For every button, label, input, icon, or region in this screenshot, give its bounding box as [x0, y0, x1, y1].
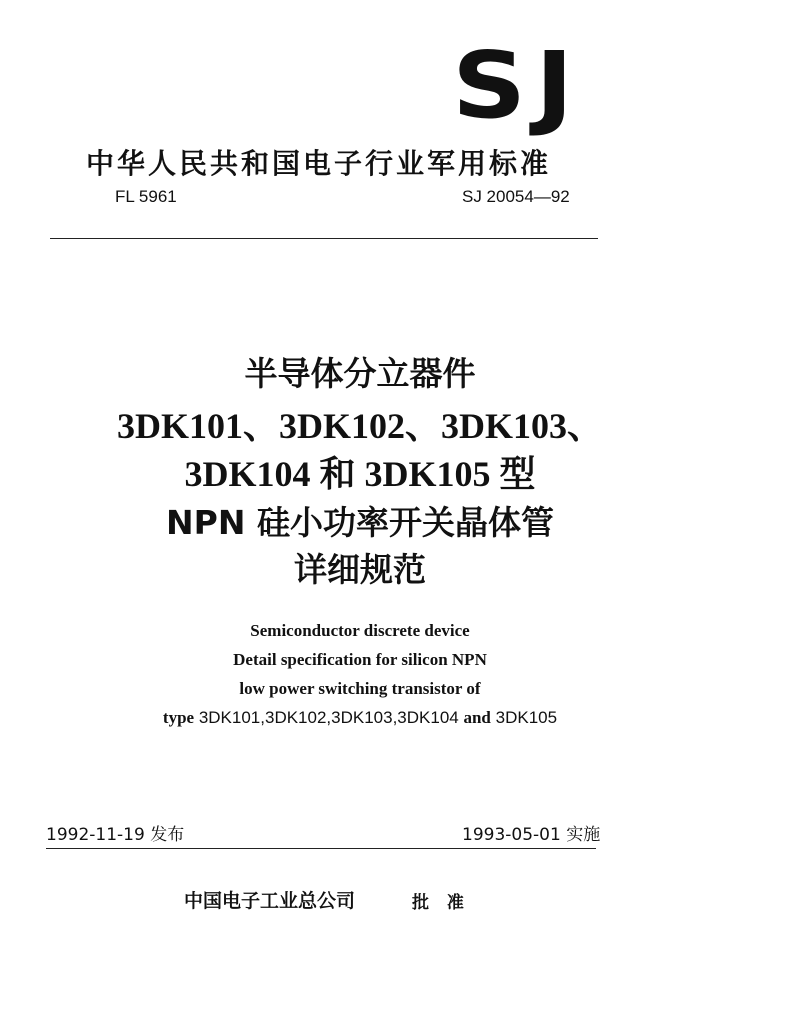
title-en-type-word: type — [162, 708, 195, 727]
approval-label: 批 准 — [412, 893, 470, 913]
title-cn-line-1: 半导体分立器件 — [244, 354, 476, 393]
title-en-line-1: Semiconductor discrete device — [250, 621, 470, 640]
title-en-last-type: 3DK105 — [495, 708, 558, 727]
title-en-line-3: low power switching transistor of — [239, 679, 481, 698]
title-cn-line-5: 详细规范 — [294, 550, 426, 589]
title-en-type-list: 3DK101,3DK102,3DK103,3DK104 — [198, 708, 459, 727]
title-cn-line-4: NPN 硅小功率开关晶体管 — [166, 503, 554, 542]
footer-divider — [46, 848, 596, 849]
fl-classification-code: FL 5961 — [115, 187, 177, 206]
sj-logo: SJ — [452, 32, 583, 139]
implementation-date: 1993-05-01 实施 — [462, 825, 601, 845]
standard-number: SJ 20054—92 — [462, 187, 570, 206]
title-en-line-2: Detail specification for silicon NPN — [233, 650, 487, 669]
title-cn-line-3: 3DK104 和 3DK105 型 — [184, 454, 536, 494]
issue-date: 1992-11-19 发布 — [46, 825, 185, 845]
approving-authority: 中国电子工业总公司 — [184, 890, 356, 912]
title-cn-line-2: 3DK101、3DK102、3DK103、 — [117, 406, 603, 446]
header-divider — [50, 238, 598, 239]
title-en-line-4 — [0, 703, 766, 732]
issuing-body-title: 中华人民共和国电子行业军用标准 — [86, 147, 552, 180]
title-en-and-word: and — [463, 708, 491, 727]
